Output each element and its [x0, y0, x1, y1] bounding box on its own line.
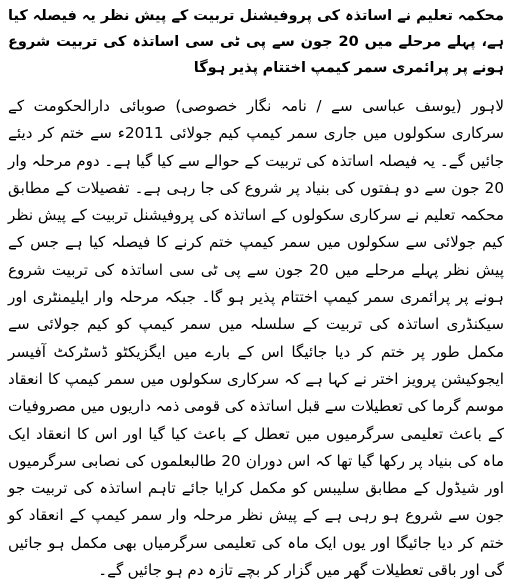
- article-headline: محکمہ تعلیم نے اساتذہ کی پروفیشنل تربیت کے پیش نظر یہ فیصلہ کیا ہے، پہلے مرحلے میں 20 جون سے پی ٹی سی اساتذہ کی تربیت شروع ہونے پر پرائمری سمر کیمپ اختتام پذیر ہوگا: [8, 8, 504, 76]
- headline-spacer: [8, 81, 504, 93]
- article-body: لاہور (یوسف عباسی سے / نامہ نگار خصوصی) صوبائی دارالحکومت کے سرکاری سکولوں میں جاری سمر کیمپ کیم جولائی 2011ء سے ختم کر دیئے جائیں گے۔ یہ فیصلہ اساتذہ کی تربیت کے حوالے سے کیا گیا ہے۔ دوم مرحلہ وار 20 جون سے دو ہفتوں کی بنیاد پر شروع کی جا رہی ہے۔ تفصیلات کے مطابق محکمہ تعلیم نے سرکاری سکولوں کے اساتذہ کی پروفیشنل تربیت کے پیش نظر کیم جولائی سے سکولوں میں سمر کیمپ ختم کرنے کا فیصلہ کیا ہے جس کے پیش نظر پہلے مرحلے میں 20 جون سے پی ٹی سی اساتذہ کی تربیت شروع ہونے پر پرائمری سمر کیمپ اختتام پذیر ہو گا۔ جبکہ مرحلہ وار ایلیمنٹری اور سیکنڈری اساتذہ کی تربیت کے سلسلہ میں سمر کیمپ کو کیم جولائی سے مکمل طور پر ختم کر دیا جائیگا اس کے بارے میں ایگزیکٹو ڈسٹرکٹ آفیسر ایجوکیشن پرویز اختر نے کہا ہے کہ سرکاری سکولوں میں سمر کیمپ کا انعقاد موسم گرما کی تعطیلات سے قبل اساتذہ کی قومی ذمہ داریوں میں مصروفیات کے باعث تعلیمی سرگرمیوں میں تعطل کے باعث کیا گیا اور اس کا انعقاد ایک ماہ کی بنیاد پر رکھا گیا تھا کہ اس دوران 20 طالبعلموں کی نصابی سرگرمیوں اور شیڈول کے مطابق سلیبس کو مکمل کرایا جائے تاہم اساتذہ کی تربیت جو جون سے شروع ہو رہی ہے کے پیش نظر مرحلہ وار سمر کیمپ کے انعقاد کو ختم کر دیا جائیگا اور یوں ایک ماہ کی تعلیمی سرگرمیاں بھی مکمل ہو جائیں گی اور باقی تعطیلات گھر میں گزار کر بچے تازہ دم ہو جائیں گے۔: [8, 97, 504, 580]
